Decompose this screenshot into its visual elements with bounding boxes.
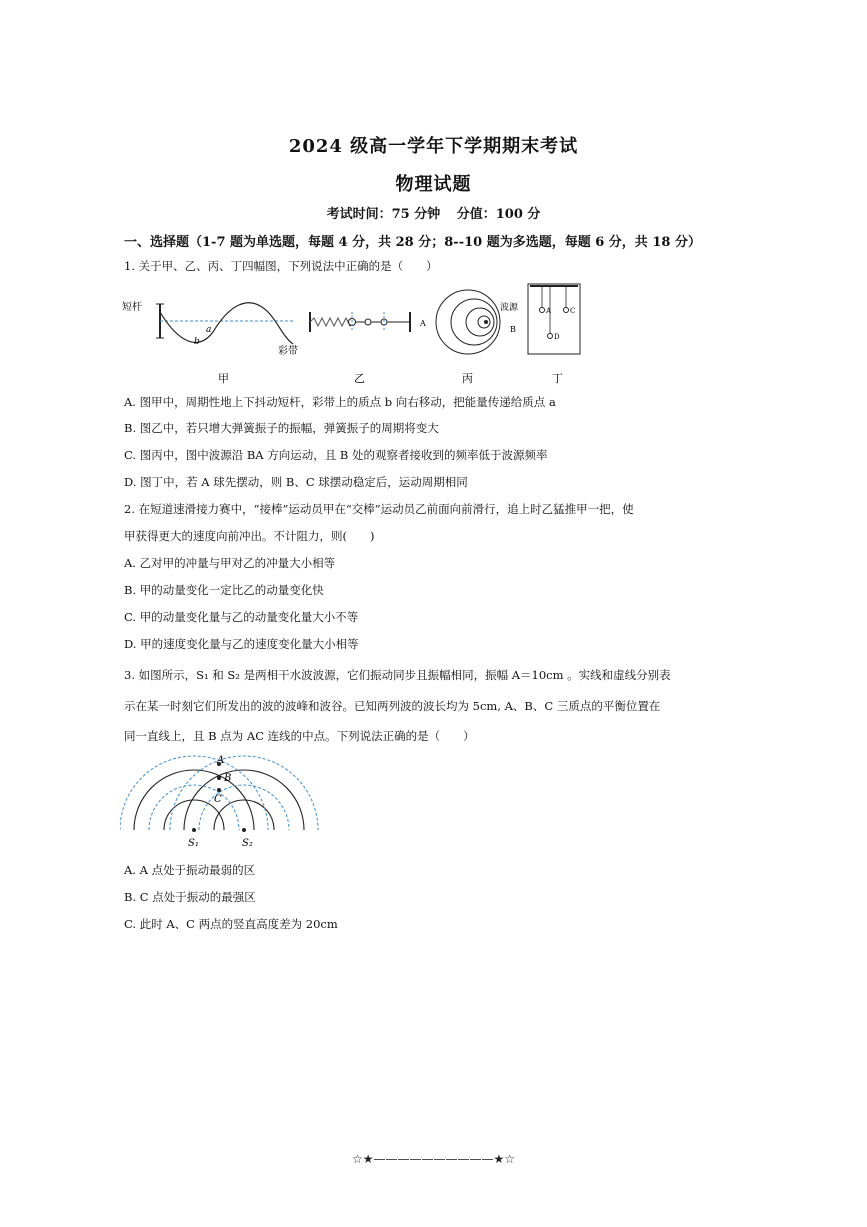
q1-stem: 1. 关于甲、乙、丙、丁四幅图，下列说法中正确的是（ ） (124, 259, 438, 273)
exam-time: 考试时间：75 分钟 (326, 207, 441, 222)
label-C-ding: C (570, 307, 576, 315)
label-b: b (194, 337, 200, 347)
label-a: a (206, 325, 212, 335)
label-A-bing: A (420, 319, 426, 328)
q2-option-b: B. 甲的动量变化一定比乙的动量变化快 (124, 583, 324, 597)
label-bing: 丙 (462, 372, 473, 385)
figure-bing (419, 290, 519, 385)
q1-figures (118, 282, 590, 388)
q1-option-b: B. 图乙中，若只增大弹簧振子的振幅，弹簧振子的周期将变大 (124, 421, 439, 435)
q3-stem-line3: 同一直线上，且 B 点为 AC 连线的中点。下列说法正确的是（ ） (124, 729, 475, 743)
q2-stem-line1: 2. 在短道速滑接力赛中，“接棒”运动员甲在“交棒”运动员乙前面向前滑行，追上时乙猛推甲一把，使 (124, 502, 634, 516)
q3-stem-line2: 示在某一时刻它们所发出的波的波峰和波谷。已知两列波的波长均为 5cm, A、B、C 三质点的平衡位置在 (124, 699, 661, 713)
exam-score: 分值：100 分 (456, 207, 541, 222)
section-heading: 一、选择题（1-7 题为单选题，每题 4 分，共 28 分；8--10 题为多选题，每题 6 分，共 18 分） (124, 235, 701, 250)
label-A-ding: A (546, 307, 552, 315)
label-q3-S1: S₁ (188, 838, 199, 849)
label-duangan: 短杆 (122, 302, 142, 313)
exam-title: 2024 级高一学年下学期期末考试 (288, 136, 579, 157)
label-boyuan: 波源 (500, 303, 519, 313)
q2-option-a: A. 乙对甲的冲量与甲对乙的冲量大小相等 (124, 556, 336, 570)
q2-option-c: C. 甲的动量变化量与乙的动量变化量大小不等 (124, 610, 359, 624)
q3-stem-line1: 3. 如图所示，S₁ 和 S₂ 是两相干水波波源，它们振动同步且振幅相同，振幅 A＝10cm 。实线和虚线分别表 (124, 668, 671, 682)
q1-option-d: D. 图丁中，若 A 球先摆动，则 B、C 球摆动稳定后，运动周期相同 (124, 475, 468, 489)
figure-yi (310, 312, 410, 385)
label-yi: 乙 (354, 372, 365, 385)
exam-subtitle: 物理试题 (395, 174, 472, 195)
label-B-bing: B (510, 325, 516, 334)
q3-figure (120, 752, 320, 852)
q2-stem-line2: 甲获得更大的速度向前冲出。不计阻力，则( ) (124, 529, 375, 543)
label-caidai: 彩带 (278, 346, 298, 357)
label-ding: 丁 (552, 372, 563, 385)
q3-option-b: B. C 点处于振动的最强区 (124, 890, 256, 904)
label-q3-A: A (217, 755, 225, 766)
q1-option-c: C. 图丙中，图中波源沿 BA 方向运动，且 B 处的观察者接收到的频率低于波源频率 (124, 448, 548, 462)
label-q3-B: B (224, 773, 232, 784)
q3-option-c: C. 此时 A、C 两点的竖直高度差为 20cm (124, 917, 338, 931)
q1-option-a: A. 图甲中，周期性地上下抖动短杆，彩带上的质点 b 向右移动，把能量传递给质点 a (124, 395, 556, 409)
exam-meta (0, 203, 867, 222)
label-D-ding: D (554, 333, 560, 341)
page-footer-mark: ☆★——————————★☆ (351, 1152, 516, 1166)
q2-option-d: D. 甲的速度变化量与乙的速度变化量大小相等 (124, 637, 359, 651)
label-q3-C: C (214, 794, 222, 805)
figure-ding (528, 284, 580, 385)
label-jia: 甲 (218, 372, 229, 385)
q3-option-a: A. A 点处于振动最弱的区 (124, 863, 256, 877)
figure-jia (122, 300, 298, 385)
label-q3-S2: S₂ (242, 838, 253, 849)
